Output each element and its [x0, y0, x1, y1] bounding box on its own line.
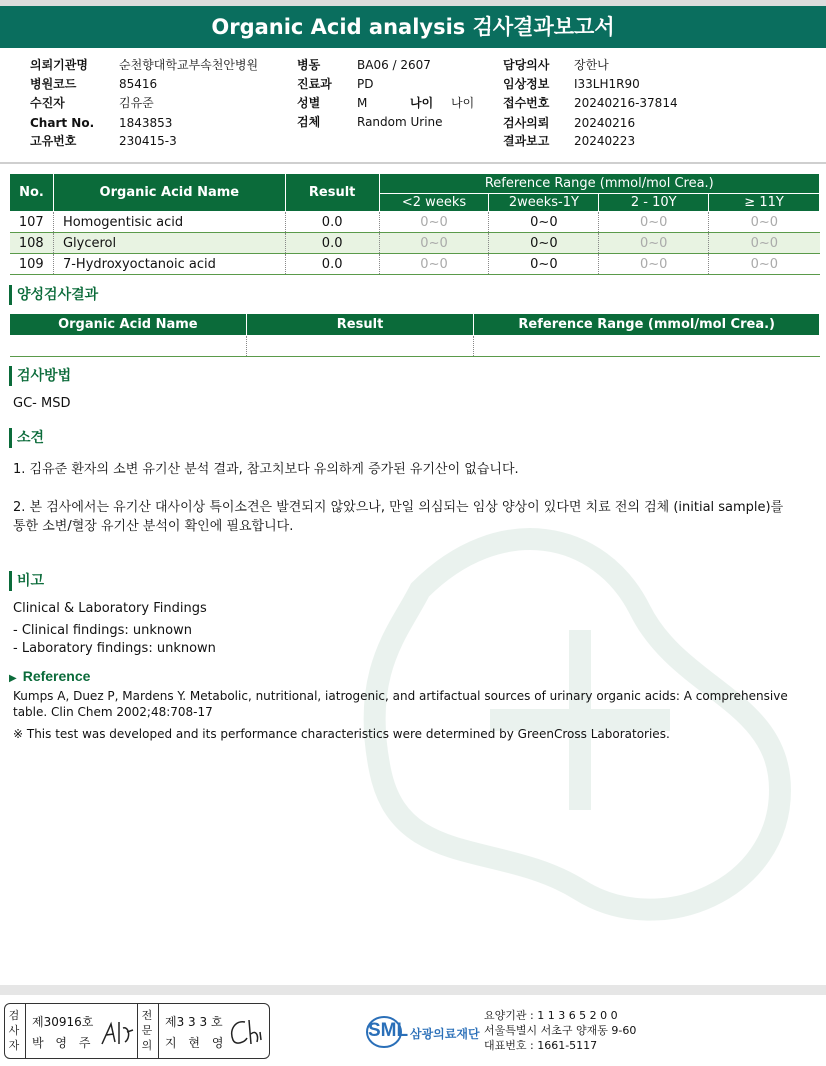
col-header-name: Organic Acid Name — [53, 174, 285, 212]
positive-results-heading: 양성검사결과 — [9, 285, 98, 305]
divider — [25, 1004, 26, 1058]
finding-line-2-cont: 통한 소변/혈장 유기산 분석이 확인에 필요합니다. — [13, 519, 294, 534]
org-name: 삼광의료재단 — [410, 1027, 480, 1041]
col-header-result: Result — [285, 174, 379, 212]
row-ref: 0~0 — [379, 212, 489, 233]
table-row — [10, 233, 820, 254]
org-info — [484, 1008, 636, 1053]
info-value: M — [357, 96, 368, 110]
info-value: 230415-3 — [119, 134, 177, 148]
signer-role-label: 검사자 — [8, 1009, 20, 1052]
signer-name: 지 현 영 — [165, 1036, 228, 1050]
row-name: 7-Hydroxyoctanoic acid — [53, 254, 285, 275]
row-no: 108 — [10, 233, 54, 254]
age-label: 나이 — [410, 96, 434, 110]
signer-license-number: 제3 3 3 호 — [165, 1015, 223, 1029]
reference-line-1: Kumps A, Duez P, Mardens Y. Metabolic, nutritional, iatrogenic, and artifactual sources of urinary organic acids: A comprehensive — [13, 689, 788, 703]
row-ref: 0~0 — [709, 254, 820, 275]
sml-logo — [366, 1012, 484, 1052]
info-label: 의뢰기관명 — [30, 58, 88, 72]
disclaimer-note: ※ This test was developed and its performance characteristics were determined by GreenCross Laboratories. — [13, 727, 670, 741]
logo-text: SML — [368, 1020, 409, 1041]
reference-line-2: table. Clin Chem 2002;48:708-17 — [13, 705, 213, 719]
row-ref: 0~0 — [709, 233, 820, 254]
org-code: 요양기관 : 1 1 3 6 5 2 0 0 — [484, 1009, 618, 1022]
info-value: 순천향대학교부속천안병원 — [119, 58, 259, 72]
info-value: 20240223 — [574, 134, 636, 148]
method-text: GC- MSD — [13, 396, 71, 411]
ref-col-header: 2weeks-1Y — [489, 194, 599, 212]
row-result: 0.0 — [285, 233, 379, 254]
info-value: 장한나 — [574, 58, 609, 72]
info-label: 수진자 — [30, 96, 65, 110]
info-value: BA06 / 2607 — [357, 58, 431, 72]
header-divider — [0, 162, 826, 164]
row-ref: 0~0 — [599, 233, 709, 254]
info-label: 접수번호 — [503, 96, 550, 110]
reference-heading — [9, 668, 90, 684]
signer-name: 박 영 주 — [32, 1036, 95, 1050]
info-value: I33LH1R90 — [574, 77, 640, 91]
info-label: Chart No. — [30, 116, 95, 130]
info-value: 85416 — [119, 77, 158, 91]
signature-box — [4, 1003, 270, 1059]
row-ref: 0~0 — [489, 233, 599, 254]
remarks-heading: 비고 — [9, 571, 44, 591]
row-name: Glycerol — [53, 233, 285, 254]
finding-line-1: 1. 김유준 환자의 소변 유기산 분석 결과, 참고치보다 유의하게 증가된 유기산이 없습니다. — [13, 462, 519, 477]
row-no: 107 — [10, 212, 54, 233]
method-heading: 검사방법 — [9, 366, 71, 386]
info-value: 김유준 — [119, 96, 154, 110]
col-header-reference: Reference Range (mmol/mol Crea.) — [474, 314, 820, 336]
info-label: 담당의사 — [503, 58, 550, 72]
info-value: Random Urine — [357, 115, 443, 129]
info-value: 20240216 — [574, 116, 636, 130]
reference-heading-text: Reference — [22, 668, 91, 684]
row-result: 0.0 — [285, 254, 379, 275]
row-no: 109 — [10, 254, 54, 275]
row-ref: 0~0 — [379, 254, 489, 275]
age-value: 나이 — [451, 96, 475, 110]
result-table — [9, 173, 820, 275]
info-label: 병동 — [297, 58, 321, 72]
col-header-no: No. — [10, 174, 54, 212]
info-label: 임상정보 — [503, 77, 550, 91]
divider — [158, 1004, 159, 1058]
row-result: 0.0 — [285, 212, 379, 233]
info-label: 결과보고 — [503, 134, 550, 148]
col-header-result: Result — [246, 314, 474, 336]
info-value: 1843853 — [119, 116, 173, 130]
row-ref: 0~0 — [599, 212, 709, 233]
ref-col-header: <2 weeks — [379, 194, 489, 212]
row-name: Homogentisic acid — [53, 212, 285, 233]
empty-row — [10, 336, 820, 357]
info-label: 성별 — [297, 96, 321, 110]
findings-heading: 소견 — [9, 428, 44, 448]
signature-icon — [99, 1018, 135, 1048]
row-ref: 0~0 — [599, 254, 709, 275]
table-row — [10, 254, 820, 275]
footer-strip — [0, 985, 826, 995]
row-ref: 0~0 — [489, 212, 599, 233]
triangle-bullet-icon: ▶ — [9, 673, 17, 684]
row-ref: 0~0 — [489, 254, 599, 275]
positive-results-table — [9, 313, 820, 357]
remarks-line-2: - Laboratory findings: unknown — [13, 641, 216, 656]
finding-line-2: 2. 본 검사에서는 유기산 대사이상 특이소견은 발견되지 않았으나, 만일 의심되는 임상 양상이 있다면 치료 전의 검체 (initial sample)를 — [13, 500, 784, 515]
signer-role-label: 전문의 — [141, 1009, 153, 1052]
info-label: 진료과 — [297, 77, 332, 91]
col-header-name: Organic Acid Name — [10, 314, 247, 336]
info-value: PD — [357, 77, 374, 91]
col-header-reference: Reference Range (mmol/mol Crea.) — [379, 174, 819, 194]
info-value: 20240216-37814 — [574, 96, 678, 110]
info-label: 검체 — [297, 115, 321, 129]
ref-col-header: ≥ 11Y — [709, 194, 820, 212]
org-address: 서울특별시 서초구 양재동 9-60 — [484, 1024, 637, 1037]
org-phone: 대표번호 : 1661-5117 — [484, 1039, 598, 1052]
remarks-title: Clinical & Laboratory Findings — [13, 601, 207, 616]
ref-col-header: 2 - 10Y — [599, 194, 709, 212]
report-title: Organic Acid analysis 검사결과보고서 — [0, 6, 826, 48]
row-ref: 0~0 — [709, 212, 820, 233]
table-row — [10, 212, 820, 233]
info-label: 병원코드 — [30, 77, 77, 91]
divider — [137, 1004, 138, 1058]
signature-icon — [227, 1016, 263, 1048]
row-ref: 0~0 — [379, 233, 489, 254]
info-label: 검사의뢰 — [503, 116, 550, 130]
signer-license-number: 제30916호 — [32, 1015, 94, 1029]
info-label: 고유번호 — [30, 134, 77, 148]
remarks-line-1: - Clinical findings: unknown — [13, 623, 192, 638]
